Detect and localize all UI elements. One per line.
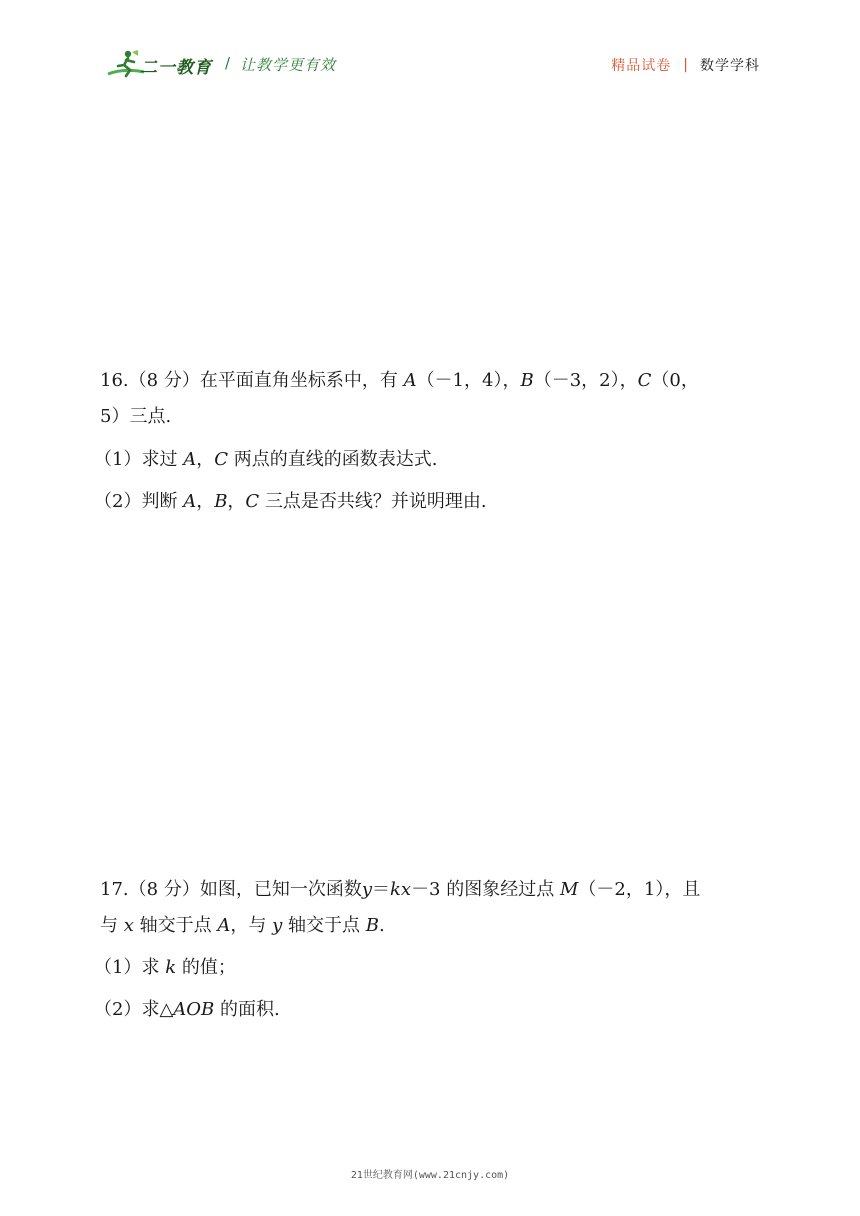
- question-16-part-1: [94, 442, 437, 478]
- point-C-label: C: [637, 370, 652, 391]
- var-x: x: [123, 915, 134, 936]
- header-separator: |: [683, 57, 688, 73]
- part-prefix: （2）判断: [94, 491, 178, 512]
- point-label: A: [183, 449, 197, 470]
- point-M-label: M: [559, 879, 579, 900]
- point-label: C: [245, 491, 260, 512]
- part-text: 三点是否共线？并说明理由.: [264, 491, 487, 512]
- equals-sign: ＝: [372, 879, 390, 900]
- page-footer: 21世纪教育网(www.21cnjy.com): [350, 1170, 510, 1181]
- question-17-line-1: [100, 872, 764, 908]
- point-B-coord: （－3，2），: [533, 370, 638, 391]
- question-17-score: （8 分）: [128, 879, 200, 900]
- comma: ，: [196, 449, 215, 470]
- question-16-line-2: [100, 399, 764, 435]
- point-A-label: A: [217, 915, 231, 936]
- brand-slogan: 让教学更有效: [240, 56, 337, 74]
- var-kx: kx: [390, 879, 412, 900]
- line-text: ，与: [230, 915, 267, 936]
- question-16-part-2: [94, 484, 487, 520]
- question-17: [100, 872, 764, 944]
- question-17-part-1: [94, 950, 236, 986]
- brand-name: 二一教育: [140, 58, 212, 78]
- header-tags: [611, 55, 760, 75]
- question-16-score: （8 分）: [128, 370, 200, 391]
- comma: ，: [227, 491, 246, 512]
- line-text: 轴交于点: [288, 915, 360, 936]
- part-text: 的值；: [181, 957, 236, 978]
- line-text: 轴交于点: [139, 915, 212, 936]
- point-label: B: [214, 491, 228, 512]
- line-text: 与: [100, 915, 118, 936]
- part-prefix: （2）求: [94, 999, 160, 1020]
- question-17-part-2: [94, 992, 280, 1028]
- point-label: A: [183, 491, 197, 512]
- point-C-coord-start: （0，: [651, 370, 699, 391]
- triangle-symbol: △: [159, 999, 174, 1020]
- part-text: 的面积.: [220, 999, 280, 1020]
- equation-tail: －3 的图象经过点: [411, 879, 555, 900]
- point-M-coord: （－2，1），且: [578, 879, 701, 900]
- question-16-number: 16.: [100, 370, 129, 391]
- header-slash: /: [225, 54, 231, 72]
- question-17-line-2: [100, 908, 764, 944]
- question-17-number: 17.: [100, 879, 129, 900]
- part-prefix: （1）求: [94, 957, 160, 978]
- question-16-line-1: [100, 363, 764, 399]
- point-B-label: B: [365, 915, 379, 936]
- point-B-label: B: [520, 370, 534, 391]
- point-label: C: [214, 449, 228, 470]
- premium-tag: 精品试卷: [611, 58, 672, 74]
- triangle-label: AOB: [173, 999, 215, 1020]
- point-A-label: A: [403, 370, 417, 391]
- period: .: [378, 915, 385, 936]
- var-y: y: [272, 915, 283, 936]
- subject-tag: 数学学科: [700, 58, 760, 74]
- point-A-coord: （－1，4），: [416, 370, 521, 391]
- comma: ，: [196, 491, 215, 512]
- page-header: [0, 0, 860, 100]
- part-prefix: （1）求过: [94, 449, 178, 470]
- point-C-coord-end: 5）三点.: [100, 406, 172, 427]
- part-text: 两点的直线的函数表达式.: [233, 449, 438, 470]
- question-16-stem: 在平面直角坐标系中，有: [199, 370, 398, 391]
- var-k: k: [165, 957, 177, 978]
- var-y: y: [361, 879, 372, 900]
- question-16: [100, 363, 764, 435]
- question-17-stem: 如图，已知一次函数: [199, 879, 362, 900]
